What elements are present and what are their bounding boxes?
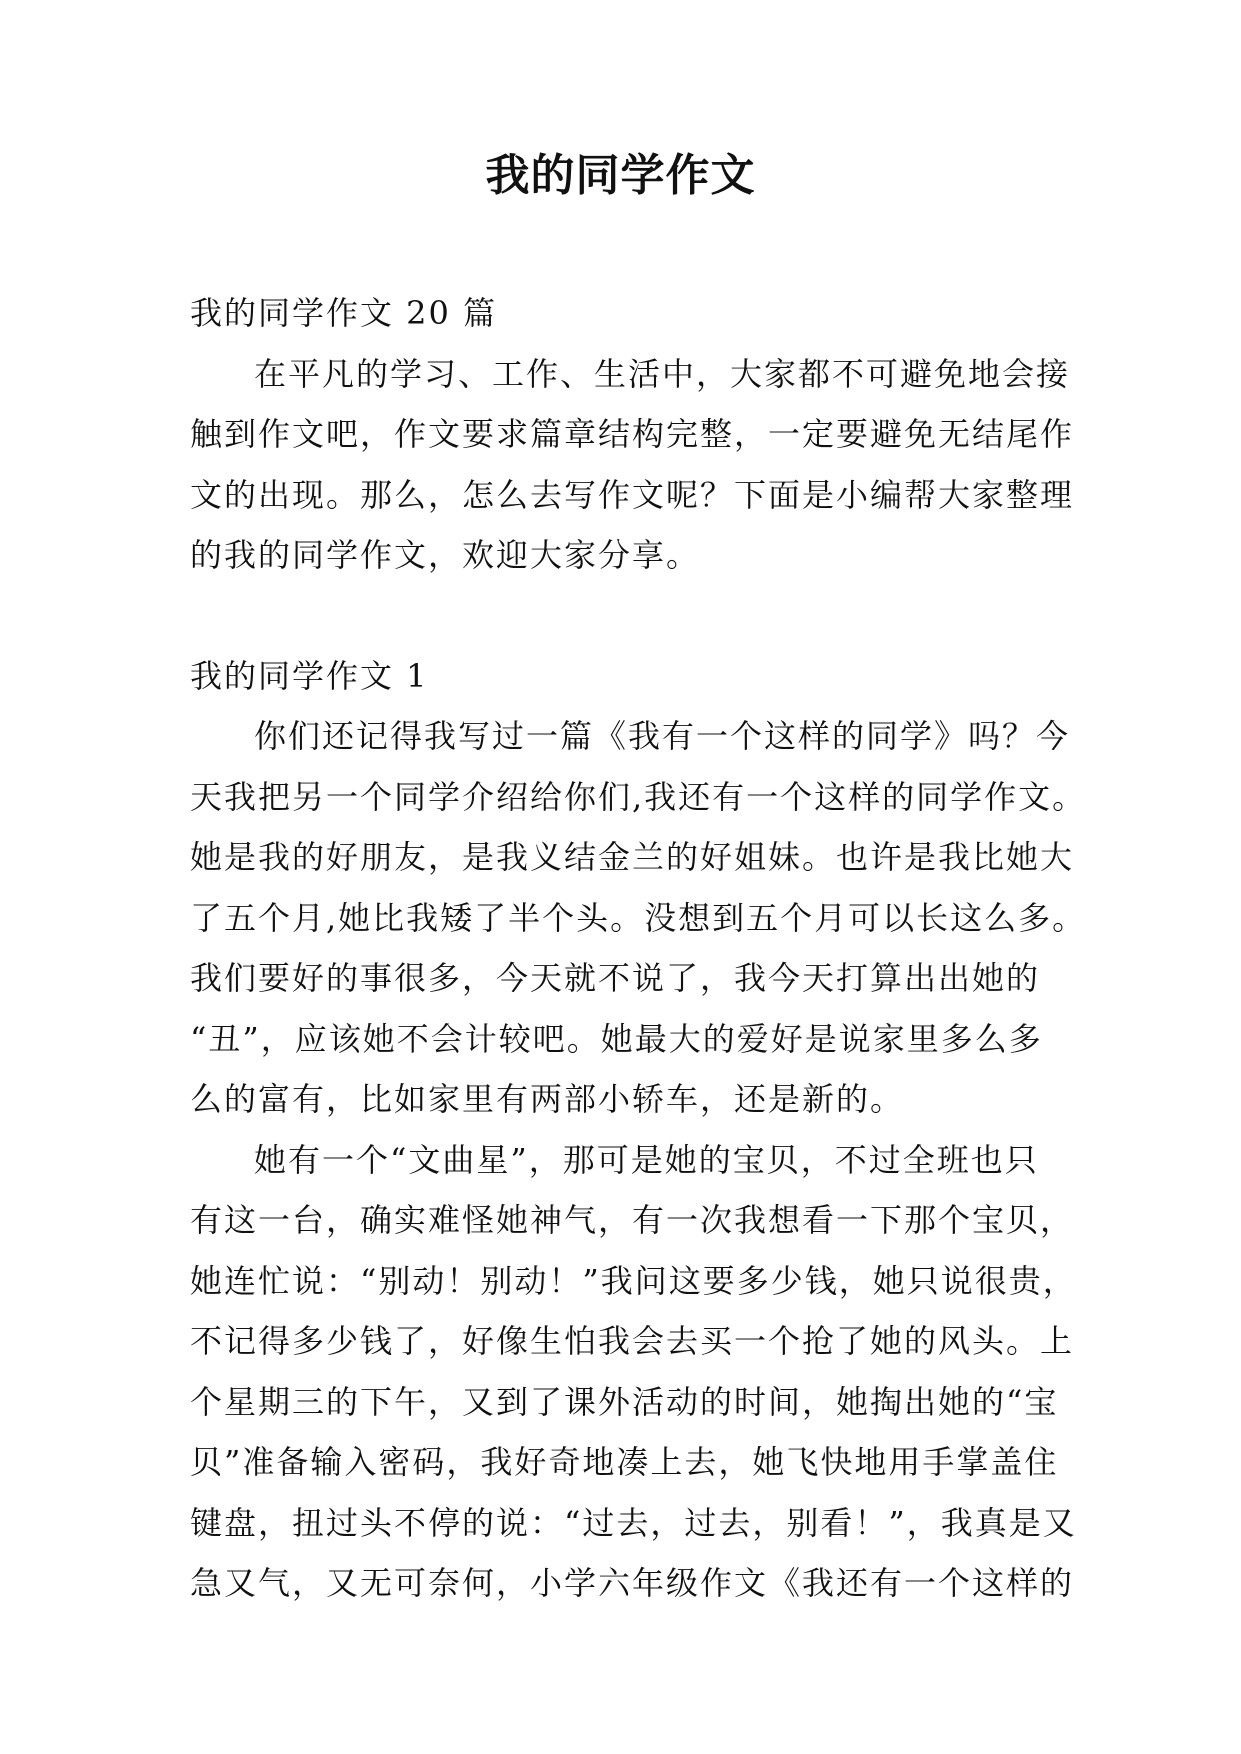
intro-line: 在平凡的学习、工作、生活中，大家都不可避免地会接: [254, 354, 1071, 393]
essay1-paragraph1-line: 了五个月,她比我矮了半个头。没想到五个月可以长这么多。: [190, 898, 1087, 937]
essay1-paragraph1-line: “丑”，应该她不会计较吧。她最大的爱好是说家里多么多: [190, 1019, 1043, 1058]
intro-line: 文的出现。那么，怎么去写作文呢？下面是小编帮大家整理: [190, 475, 1075, 514]
intro-heading: 我的同学作文 20 篇: [190, 294, 498, 332]
essay1-paragraph1-line: 你们还记得我写过一篇《我有一个这样的同学》吗？今: [254, 717, 1071, 755]
essay1-heading: 我的同学作文 1: [190, 656, 429, 695]
essay1-paragraph1-line: 么的富有，比如家里有两部小轿车，还是新的。: [190, 1080, 905, 1118]
essay1-paragraph2-line: 个星期三的下午，又到了课外活动的时间，她掏出她的“宝: [190, 1382, 1059, 1421]
intro-line: 触到作文吧，作文要求篇章结构完整，一定要避免无结尾作: [190, 415, 1075, 453]
document-body: [190, 283, 1087, 1614]
document-title: 我的同学作文: [485, 150, 756, 201]
essay1-paragraph2-line: 有这一台，确实难怪她神气，有一次我想看一下那个宝贝，: [190, 1201, 1075, 1239]
essay1-paragraph2-line: 键盘，扭过头不停的说：“过去，过去，别看！”，我真是又: [190, 1503, 1077, 1542]
section-spacer: [190, 586, 1062, 646]
essay1-paragraph1-line: 她是我的好朋友，是我义结金兰的好姐妹。也许是我比她大: [190, 838, 1075, 876]
essay1-paragraph2-line: 不记得多少钱了，好像生怕我会去买一个抢了她的风头。上: [190, 1322, 1075, 1360]
essay1-paragraph2-line: 急又气，又无可奈何，小学六年级作文《我还有一个这样的: [190, 1564, 1075, 1602]
essay1-paragraph2-line: 她连忙说：“别动！别动！”我问这要多少钱，她只说很贵，: [190, 1261, 1077, 1300]
essay1-paragraph1-line: 我们要好的事很多，今天就不说了，我今天打算出出她的: [190, 959, 1041, 997]
essay1-paragraph2-line: 贝”准备输入密码，我好奇地凑上去，她飞快地用手掌盖住: [190, 1443, 1059, 1481]
intro-line: 的我的同学作文，欢迎大家分享。: [190, 536, 701, 574]
essay1-paragraph2-line: 她有一个“文曲星”，那可是她的宝贝，不过全班也只: [254, 1140, 1039, 1179]
essay1-paragraph1-line: 天我把另一个同学介绍给你们,我还有一个这样的同学作文。: [190, 777, 1087, 816]
